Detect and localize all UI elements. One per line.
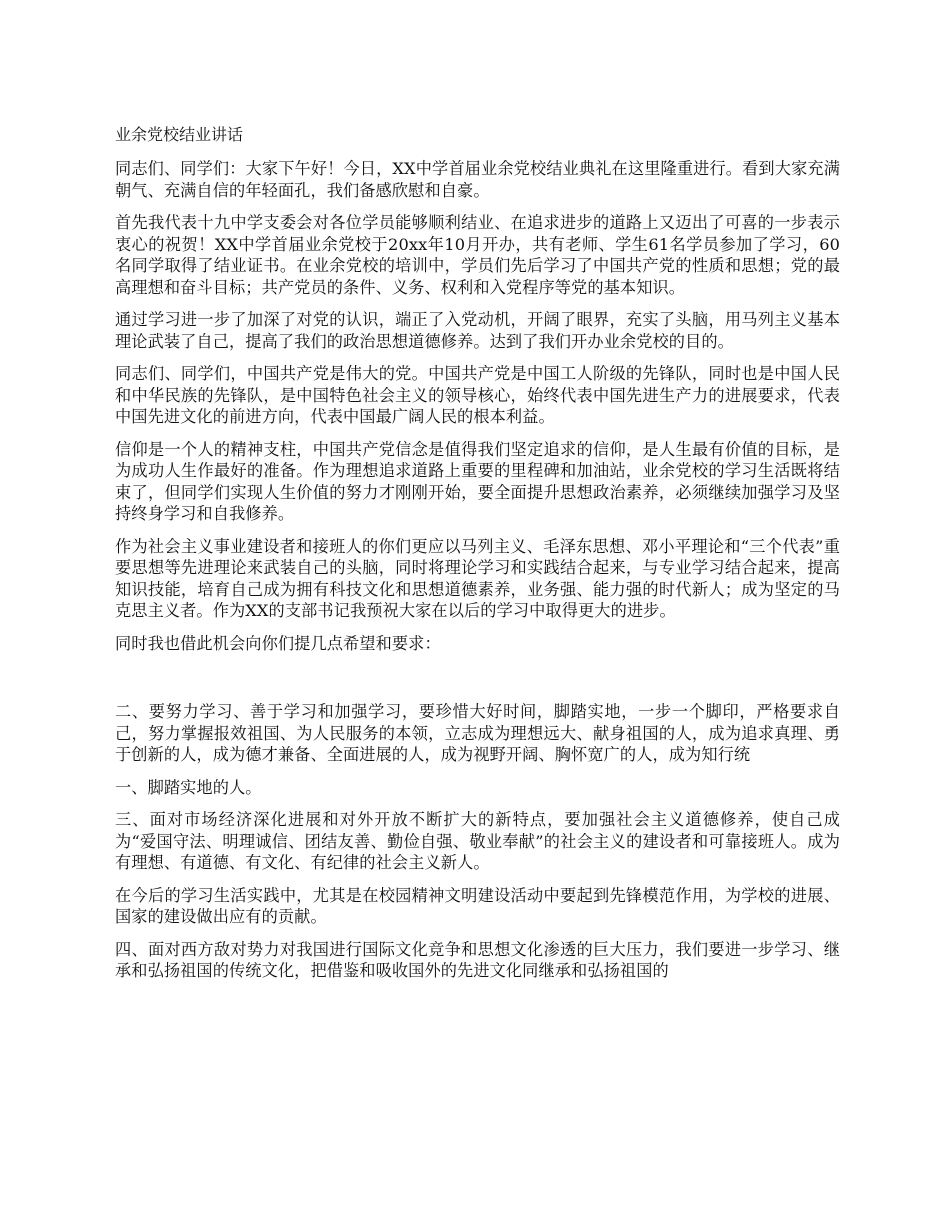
paragraph-congratulations: 首先我代表十九中学支委会对各位学员能够顺利结业、在追求进步的道路上又迈出了可喜的一步表示衷心的祝贺！XX中学首届业余党校于20xx年10月开办，共有老师、学生61名学员参加了学习，60名同学取得了结业证书。在业余党校的培训中，学员们先后学习了中国共产党的性质和思想；党的最高理想和奋斗目标；共产党员的条件、义务、权利和入党程序等党的基本知识。 bbox=[115, 213, 840, 297]
paragraph-item-three: 三、面对市场经济深化进展和对外开放不断扩大的新特点，要加强社会主义道德修养，使自己成为“爱国守法、明理诚信、团结友善、勤俭自强、敬业奉献”的社会主义的建设者和可靠接班人。成为有理想、有道德、有文化、有纪律的社会主义新人。 bbox=[115, 810, 840, 872]
section-gap bbox=[115, 665, 840, 701]
paragraph-party-nature: 同志们、同学们，中国共产党是伟大的党。中国共产党是中国工人阶级的先锋队，同时也是中国人民和中华民族的先锋队，是中国特色社会主义的领导核心，始终代表中国先进生产力的进展要求，代表中国先进文化的前进方向，代表中国最广阔人民的根本利益。 bbox=[115, 364, 840, 426]
paragraph-theory: 作为社会主义事业建设者和接班人的你们更应以马列主义、毛泽东思想、邓小平理论和“三个代表”重要思想等先进理论来武装自己的头脑，同时将理论学习和实践结合起来，与专业学习结合起来，提高知识技能，培育自己成为拥有科技文化和思想道德素养，业务强、能力强的时代新人；成为坚定的马克思主义者。作为XX的支部书记我预祝大家在以后的学习中取得更大的进步。 bbox=[115, 536, 840, 620]
paragraph-item-two: 二、要努力学习、善于学习和加强学习，要珍惜大好时间，脚踏实地，一步一个脚印，严格要求自己，努力掌握报效祖国、为人民服务的本领，立志成为理想远大、献身祖国的人，成为追求真理、勇于创新的人，成为德才兼备、全面进展的人，成为视野开阔、胸怀宽广的人，成为知行统 bbox=[115, 702, 840, 764]
paragraph-item-four: 四、面对西方敌对势力对我国进行国际文化竞争和思想文化渗透的巨大压力，我们要进一步学习、继承和弘扬祖国的传统文化，把借鉴和吸收国外的先进文化同继承和弘扬祖国的 bbox=[115, 939, 840, 980]
document-title: 业余党校结业讲话 bbox=[115, 125, 244, 144]
paragraph-learning-results: 通过学习进一步了加深了对党的认识，端正了入党动机，开阔了眼界，充实了头脑，用马列主义基本理论武装了自己，提高了我们的政治思想道德修养。达到了我们开办业余党校的目的。 bbox=[115, 310, 840, 351]
document-page bbox=[115, 124, 840, 993]
paragraph-belief: 信仰是一个人的精神支柱，中国共产党信念是值得我们坚定追求的信仰，是人生最有价值的目标，是为成功人生作最好的准备。作为理想追求道路上重要的里程碑和加油站，业余党校的学习生活既将结束了，但同学们实现人生价值的努力才刚刚开始，要全面提升思想政治素养，必须继续加强学习及坚持终身学习和自我修养。 bbox=[115, 439, 840, 523]
paragraph-item-one: 一、脚踏实地的人。 bbox=[115, 777, 262, 797]
paragraph-campus-practice: 在今后的学习生活实践中，尤其是在校园精神文明建设活动中要起到先锋模范作用，为学校的进展、国家的建设做出应有的贡献。 bbox=[115, 885, 840, 926]
paragraph-greeting: 同志们、同学们：大家下午好！今日，XX中学首届业余党校结业典礼在这里隆重进行。看到大家充满朝气、充满自信的年轻面孔，我们备感欣慰和自豪。 bbox=[115, 159, 840, 200]
paragraph-hopes-intro: 同时我也借此机会向你们提几点希望和要求： bbox=[115, 633, 441, 653]
